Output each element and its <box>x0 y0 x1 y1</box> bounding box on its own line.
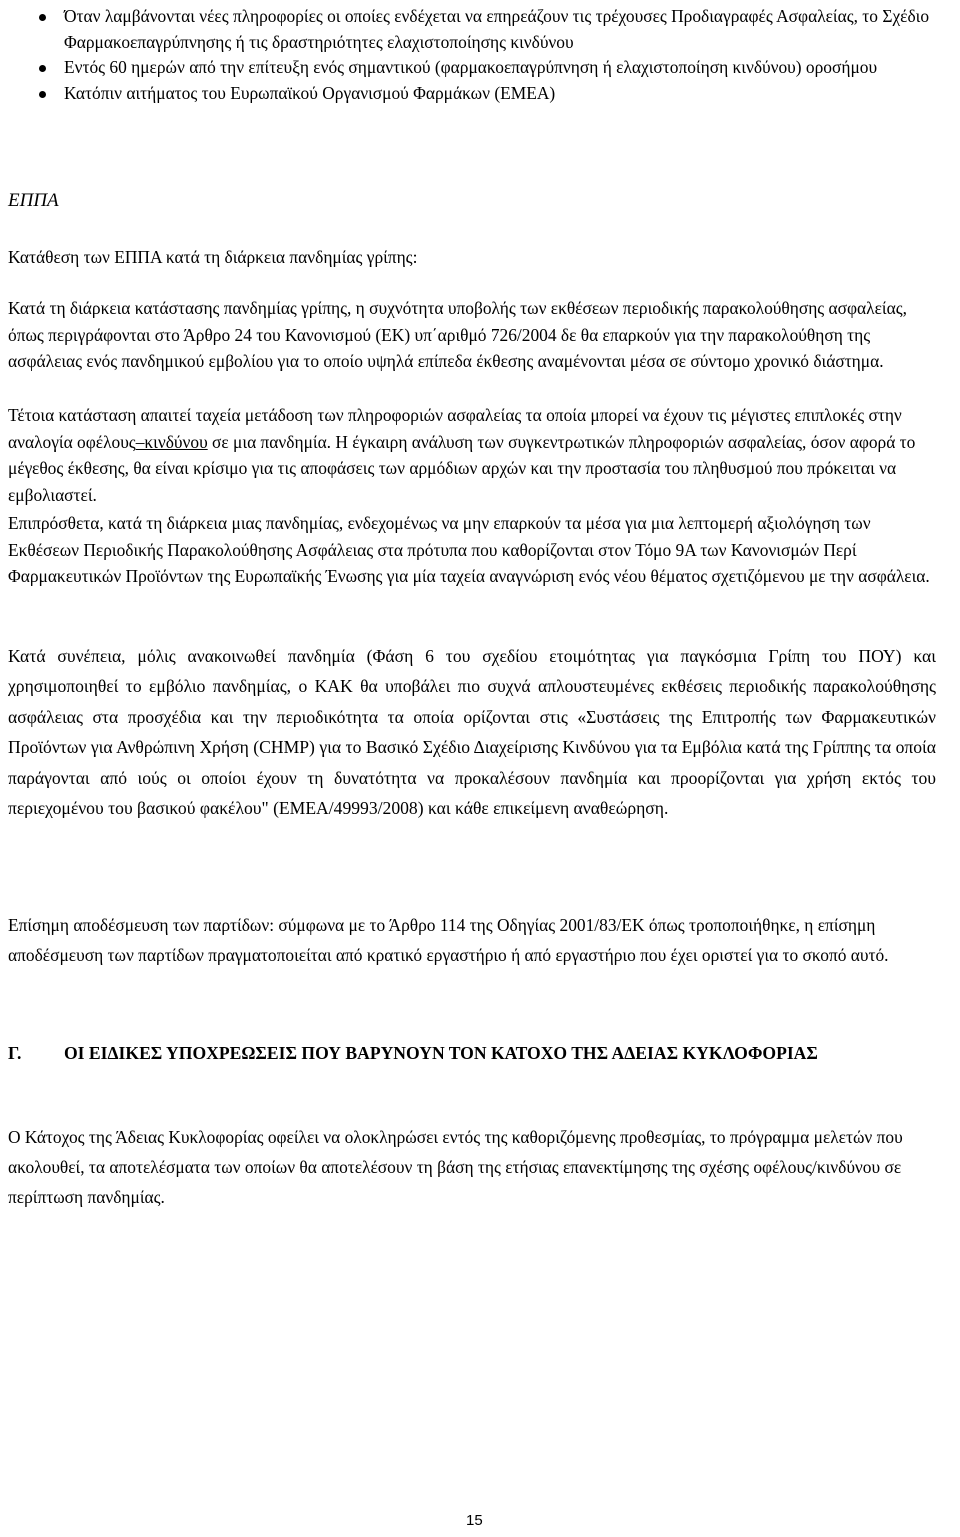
section-title: ΟΙ ΕΙΔΙΚΕΣ ΥΠΟΧΡΕΩΣΕΙΣ ΠΟΥ ΒΑΡΥΝΟΥΝ ΤΟΝ ΚΑΤΟΧΟ ΤΗΣ ΑΔΕΙΑΣ ΚΥΚΛΟΦΟΡΙΑΣ <box>64 1043 818 1063</box>
list-item-text: Εντός 60 ημερών από την επίτευξη ενός σημαντικού (φαρμακοεπαγρύπνηση ή ελαχιστοποίηση κινδύνου) οροσήμου <box>64 57 878 77</box>
list-item-text: Κατόπιν αιτήματος του Ευρωπαϊκού Οργανισμού Φαρμάκων (EMEA) <box>64 82 556 103</box>
section-number: Γ. <box>8 1043 22 1063</box>
bullet-list <box>64 4 944 106</box>
list-item <box>64 55 944 81</box>
list-item <box>64 4 944 55</box>
paragraph-holder-obligations: Ο Κάτοχος της Άδειας Κυκλοφορίας οφείλει να ολοκληρώσει εντός της καθοριζόμενης προθεσμίας, το πρόγραμμα μελετών που ακολουθεί, τα αποτελέσματα των οποίων θα αποτελέσουν τη βάση της ετήσιας επανεκτίμησης της σχέσης οφέλους/κινδύνου σε περίπτωση πανδημίας. <box>8 1127 903 1207</box>
bullet-icon <box>39 14 46 21</box>
underlined-text: –κινδύνου <box>135 431 208 452</box>
bullet-icon <box>39 65 46 72</box>
paragraph-consequently: Κατά συνέπεια, μόλις ανακοινωθεί πανδημία (Φάση 6 του σχεδίου ετοιμότητας για παγκόσμια Γρίπη του ΠΟΥ) και χρησιμοποιηθεί το εμβόλιο πανδημίας, ο ΚΑΚ θα υποβάλει πιο συχνά απλουστευμένες εκθέσεις περιοδικής παρακολούθησης ασφάλειας στα προσχέδια και την περιοδικότητα τα οποία ορίζονται στις «Συστάσεις της Επιτροπής των Φαρμακευτικών Προϊόντων για Ανθρώπινη Χρήση (CHMP) για το Βασικό Σχέδιο Διαχείρισης Κινδύνου για τα Εμβόλια κατά της Γρίππης τα οποία παράγονται από ιούς οι οποίοι έχουν τη δυνατότητα να προκαλέσουν πανδημία και προορίζονται για χρήση εκτός του περιεχομένου του βασικού φακέλου" (EMEA/49993/2008) και κάθε επικείμενη αναθεώρηση. <box>8 646 936 819</box>
paragraph-detailed-assessment: Επιπρόσθετα, κατά τη διάρκεια μιας πανδημίας, ενδεχομένως να μην επαρκούν τα μέσα για μια λεπτομερή αξιολόγηση των Εκθέσεων Περιοδικής Παρακολούθησης Ασφάλειας στα πρότυπα που καθορίζονται στον Τόμο 9Α των Κανονισμών Περί Φαρμακευτικών Προϊόντων της Ευρωπαϊκής Ένωσης για μία ταχεία αναγνώριση ενός νέου θέματος σχετιζόμενου με την ασφάλεια. <box>8 513 930 587</box>
paragraph-text: σε μια πανδημία. Η έγκαιρη ανάλυση των συγκεντρωτικών πληροφοριών ασφαλείας, όσον αφορά το μέγεθος έκθεσης, θα είναι κρίσιμο για τις αποφάσεις των αρμόδιων αρχών και την προστασία του πληθυσμού που πρόκειται να εμβολιαστεί. <box>8 431 916 505</box>
epp-subheading: Κατάθεση των ΕΠΠΑ κατά τη διάρκεια πανδημίας γρίπης: <box>8 247 418 267</box>
paragraph-rapid-transmission <box>8 402 936 508</box>
list-item <box>64 81 944 107</box>
bullet-icon <box>39 91 46 98</box>
epp-heading: ΕΠΠΑ <box>8 190 59 211</box>
list-item-text: Όταν λαμβάνονται νέες πληροφορίες οι οποίες ενδέχεται να επηρεάζουν τις τρέχουσες Προδιαγραφές Ασφαλείας, το Σχέδιο Φαρμακοεπαγρύπνησης ή τις δραστηριότητες ελαχιστοποίησης κινδύνου <box>64 6 930 52</box>
paragraph-text: Τέτοια κατάσταση απαιτεί ταχεία μετάδοση των πληροφοριών ασφαλείας τα οποία μπορεί να έχουν τις μέγιστες επιπλοκές στην αναλογία οφέλους <box>8 405 902 452</box>
page-number: 15 <box>466 1512 483 1529</box>
paragraph-batch-release: Επίσημη αποδέσμευση των παρτίδων: σύμφωνα με το Άρθρο 114 της Οδηγίας 2001/83/ΕΚ όπως τροποποιήθηκε, η επίσημη αποδέσμευση των παρτίδων πραγματοποιείται από κρατικό εργαστήριο ή από εργαστήριο που έχει οριστεί για το σκοπό αυτό. <box>8 915 889 965</box>
paragraph-pandemic-frequency: Κατά τη διάρκεια κατάστασης πανδημίας γρίπης, η συχνότητα υποβολής των εκθέσεων περιοδικής παρακολούθησης ασφαλείας, όπως περιγράφονται στο Άρθρο 24 του Κανονισμού (ΕΚ) υπ΄αριθμό 726/2004 δε θα επαρκούν για την παρακολούθηση της ασφάλειας ενός πανδημικού εμβολίου για το οποίο υψηλά επίπεδα έκθεσης αναμένονται μέσα σε σύντομο χρονικό διάστημα. <box>8 298 907 372</box>
